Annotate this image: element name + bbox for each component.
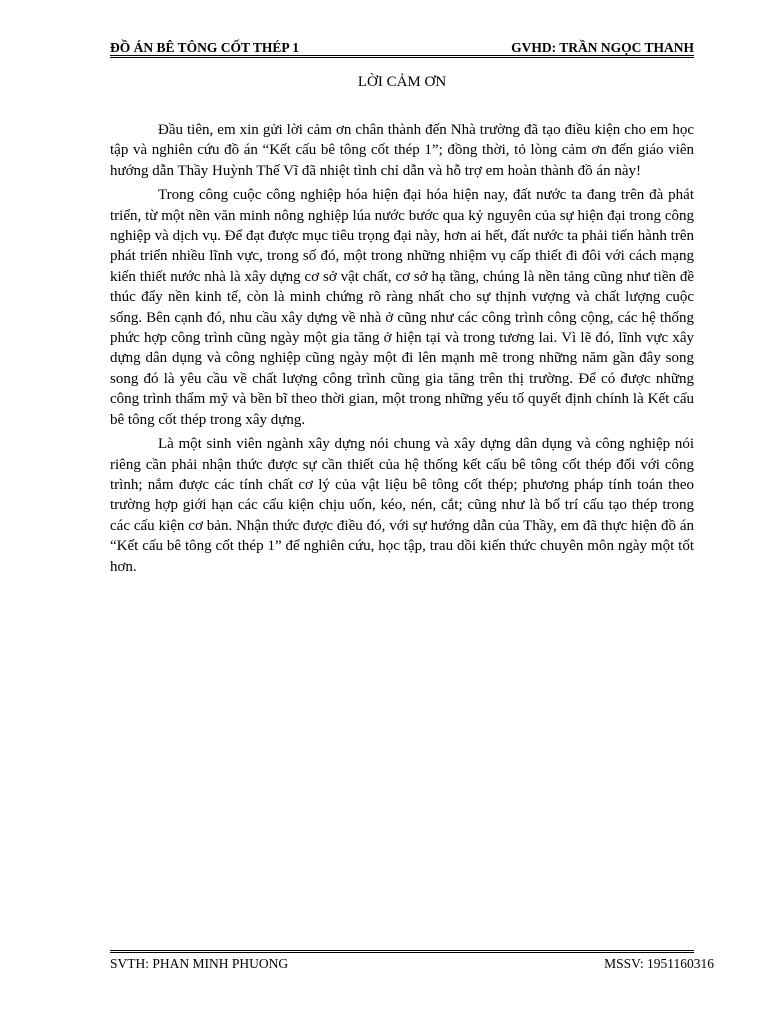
- body-text: [110, 120, 694, 581]
- header-divider: [110, 55, 694, 58]
- paragraph: Trong công cuộc công nghiệp hóa hiện đại hóa hiện nay, đất nước ta đang trên đà phát triển, từ một nền văn minh nông nghiệp lúa nước bước qua kỷ nguyên của sự hiện đại trong công nghiệp và dịch vụ. Để đạt được mục tiêu trọng đại này, hơn ai hết, đất nước ta phải tiến hành trên phát triển nhiều lĩnh vực, trong số đó, một trong những nhiệm vụ cấp thiết đi đôi với cách mạng kiến thiết nước nhà là xây dựng cơ sở vật chất, cơ sở hạ tầng, chúng là nền tảng cũng như tiền đề thúc đẩy nền kinh tế, còn là minh chứng rõ ràng nhất cho sự thịnh vượng và chất lượng cuộc sống. Bên cạnh đó, nhu cầu xây dựng về nhà ở cũng như các công trình công cộng, các hệ thống phức hợp công trình cũng ngày một gia tăng ở hiện tại và trong tương lai. Vì lẽ đó, lĩnh vực xây dựng dân dụng và công nghiệp cũng ngày một đi lên mạnh mẽ trong những năm gần đây song song đó là yêu cầu về chất lượng công trình cũng gia tăng trên thị trường. Để có được những công trình thẩm mỹ và bền bĩ theo thời gian, một trong những yếu tố quyết định chính là Kết cấu bê tông cốt thép trong xây dựng.: [110, 187, 694, 428]
- footer-student-name: SVTH: PHAN MINH PHUONG: [110, 956, 289, 971]
- page-title: LỜI CẢM ƠN: [357, 74, 447, 90]
- footer-student-id: MSSV: 1951160316: [604, 956, 714, 971]
- page-footer: [110, 956, 714, 972]
- page-header: [110, 38, 694, 56]
- paragraph: Là một sinh viên ngành xây dựng nói chung và xây dựng dân dụng và công nghiệp nói riêng cần phải nhận thức được sự cần thiết của hệ thống kết cấu bê tông cốt thép đối với công trình; nắm được các tính chất cơ lý của vật liệu bê tông cốt thép; phương pháp tính toán theo trường hợp giới hạn các cấu kiện chịu uốn, kéo, nén, cắt; cũng như là bố trí cấu tạo thép trong các cấu kiện cơ bản. Nhận thức được điều đó, với sự hướng dẫn của Thầy, em đã thực hiện đồ án “Kết cấu bê tông cốt thép 1” để nghiên cứu, học tập, trau dồi kiến thức chuyên môn ngày một tốt hơn.: [110, 436, 694, 575]
- paragraph: Đầu tiên, em xin gửi lời cảm ơn chân thành đến Nhà trường đã tạo điều kiện cho em học tập và nghiên cứu đồ án “Kết cấu bê tông cốt thép 1”; đồng thời, tỏ lòng cảm ơn đến giáo viên hướng dẫn Thầy Huỳnh Thế Vĩ đã nhiệt tình chỉ dẫn và hỗ trợ em hoàn thành đồ án này!: [110, 122, 694, 179]
- footer-divider: [110, 950, 694, 953]
- header-supervisor: GVHD: TRẦN NGỌC THANH: [511, 40, 694, 55]
- header-project-title: ĐỒ ÁN BÊ TÔNG CỐT THÉP 1: [110, 40, 300, 55]
